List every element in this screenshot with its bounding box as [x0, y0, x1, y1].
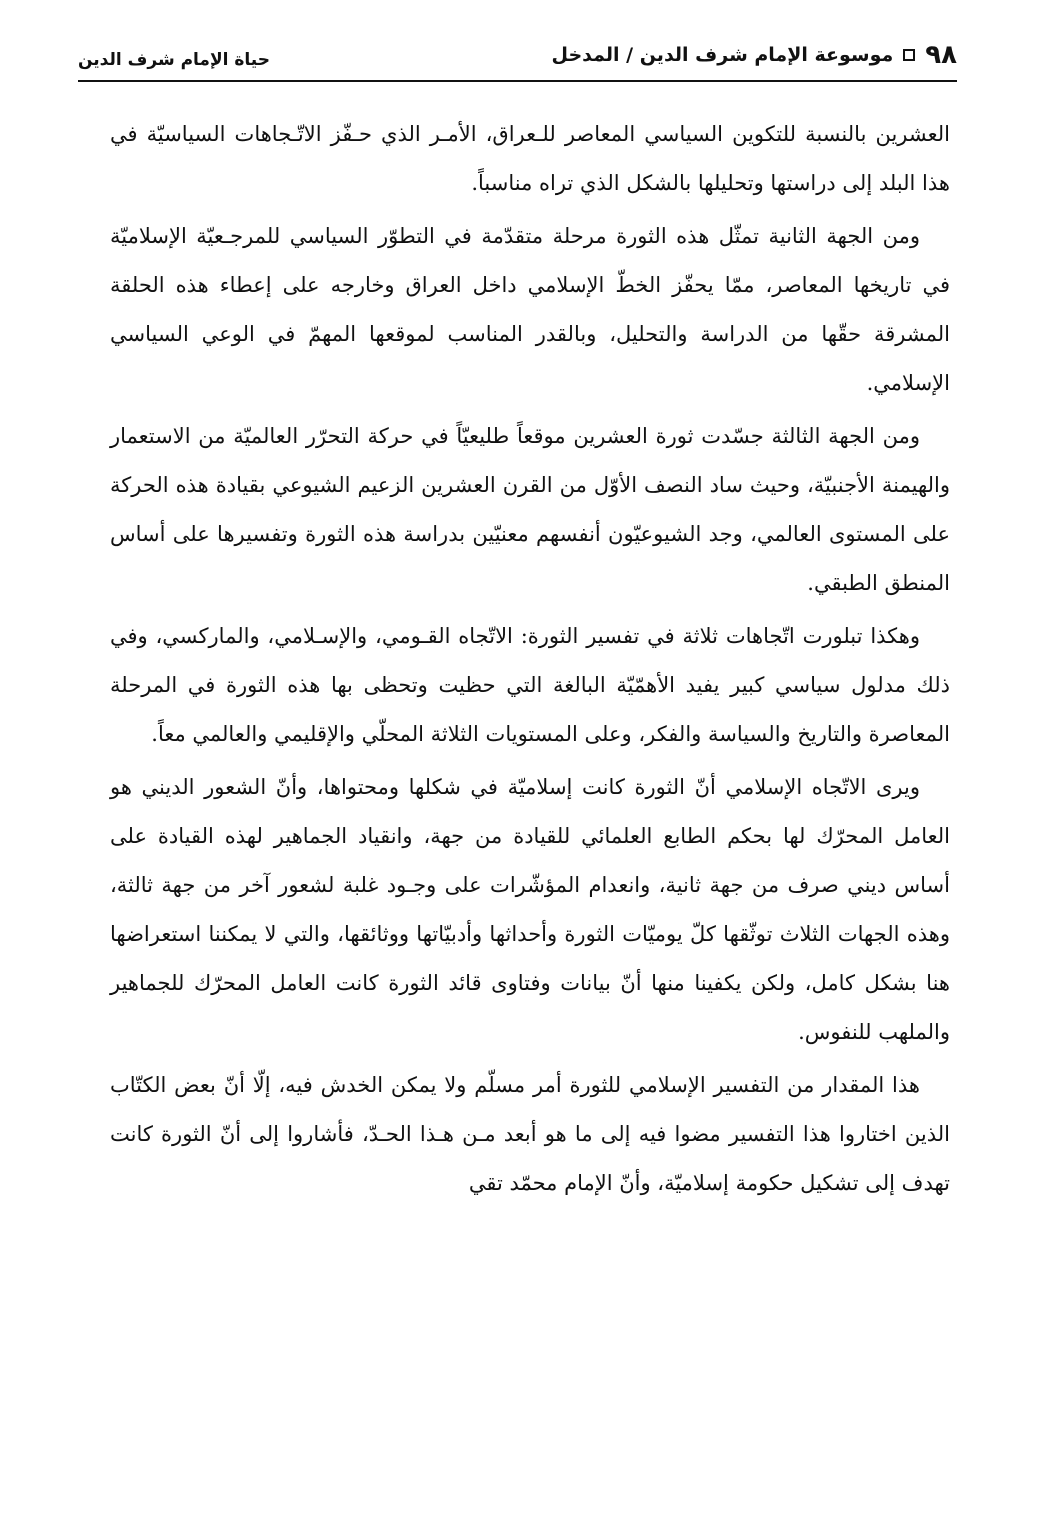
paragraph: العشرين بالنسبة للتكوين السياسي المعاصر للـعراق، الأمـر الذي حـفّز الاتّـجاهات السياسيّة في هذا البلد إلى دراستها وتحليلها بالشكل الذي تراه مناسباً.	[110, 122, 950, 195]
paragraph: ومن الجهة الثالثة جسّدت ثورة العشرين موقعاً طليعيّاً في حركة التحرّر العالميّة من الاستعمار والهيمنة الأجنبيّة، وحيث ساد النصف الأوّل من القرن العشرين الزعيم الشيوعي بقيادة هذه الحركة على المستوى العالمي، وجد الشيوعيّون أنفسهم معنيّين بدراسة هذه الثورة وتفسيرها على أساس المنطق الطبقي.	[110, 424, 950, 595]
body-text	[110, 110, 950, 1212]
paragraph: ومن الجهة الثانية تمثّل هذه الثورة مرحلة متقدّمة في التطوّر السياسي للمرجـعيّة الإسلاميّة في تاريخها المعاصر، ممّا يحفّز الخطّ الإسلامي داخل العراق وخارجه على إعطاء هذه الحلقة المشرقة حقّها من الدراسة والتحليل، وبالقدر المناسب لموقعها المهمّ في الوعي السياسي الإسلامي.	[110, 224, 950, 395]
paragraph: وهكذا تبلورت اتّجاهات ثلاثة في تفسير الثورة: الاتّجاه القـومي، والإسـلامي، والماركسي، وفي ذلك مدلول سياسي كبير يفيد الأهمّيّة البالغة التي حظيت وتحظى بها هذه الثورة في المرحلة المعاصرة والتاريخ والسياسة والفكر، وعلى المستويات الثلاثة المحلّي والإقليمي والعالمي معاً.	[110, 624, 950, 746]
paragraph: هذا المقدار من التفسير الإسلامي للثورة أمر مسلّم ولا يمكن الخدش فيه، إلّا أنّ بعض الكتّاب الذين اختاروا هذا التفسير مضوا فيه إلى ما هو أبعد مـن هـذا الحـدّ، فأشاروا إلى أنّ الثورة كانت تهدف إلى تشكيل حكومة إسلاميّة، وأنّ الإمام محمّد تقي	[110, 1073, 950, 1195]
square-ornament-icon	[903, 49, 915, 61]
header-right	[552, 40, 957, 70]
running-title: موسوعة الإمام شرف الدين / المدخل	[551, 44, 894, 66]
section-title: حياة الإمام شرف الدين	[78, 50, 270, 70]
header-divider	[78, 80, 957, 82]
page-number: ٩٨	[925, 40, 957, 70]
paragraph: ويرى الاتّجاه الإسلامي أنّ الثورة كانت إسلاميّة في شكلها ومحتواها، وأنّ الشعور الديني هو العامل المحرّك لها بحكم الطابع العلمائي للقيادة من جهة، وانقياد الجماهير لهذه القيادة على أساس ديني صرف من جهة ثانية، وانعدام المؤشّرات على وجـود غلبة لشعور آخر من جهة ثالثة، وهذه الجهات الثلاث توثّقها كلّ يوميّات الثورة وأحداثها وأدبيّاتها ووثائقها، والتي لا يمكننا استعراضها هنا بشكل كامل، ولكن يكفينا منها أنّ بيانات وفتاوى قائد الثورة كانت العامل المحرّك للجماهير والملهب للنفوس.	[110, 775, 950, 1044]
page-header	[78, 38, 957, 80]
